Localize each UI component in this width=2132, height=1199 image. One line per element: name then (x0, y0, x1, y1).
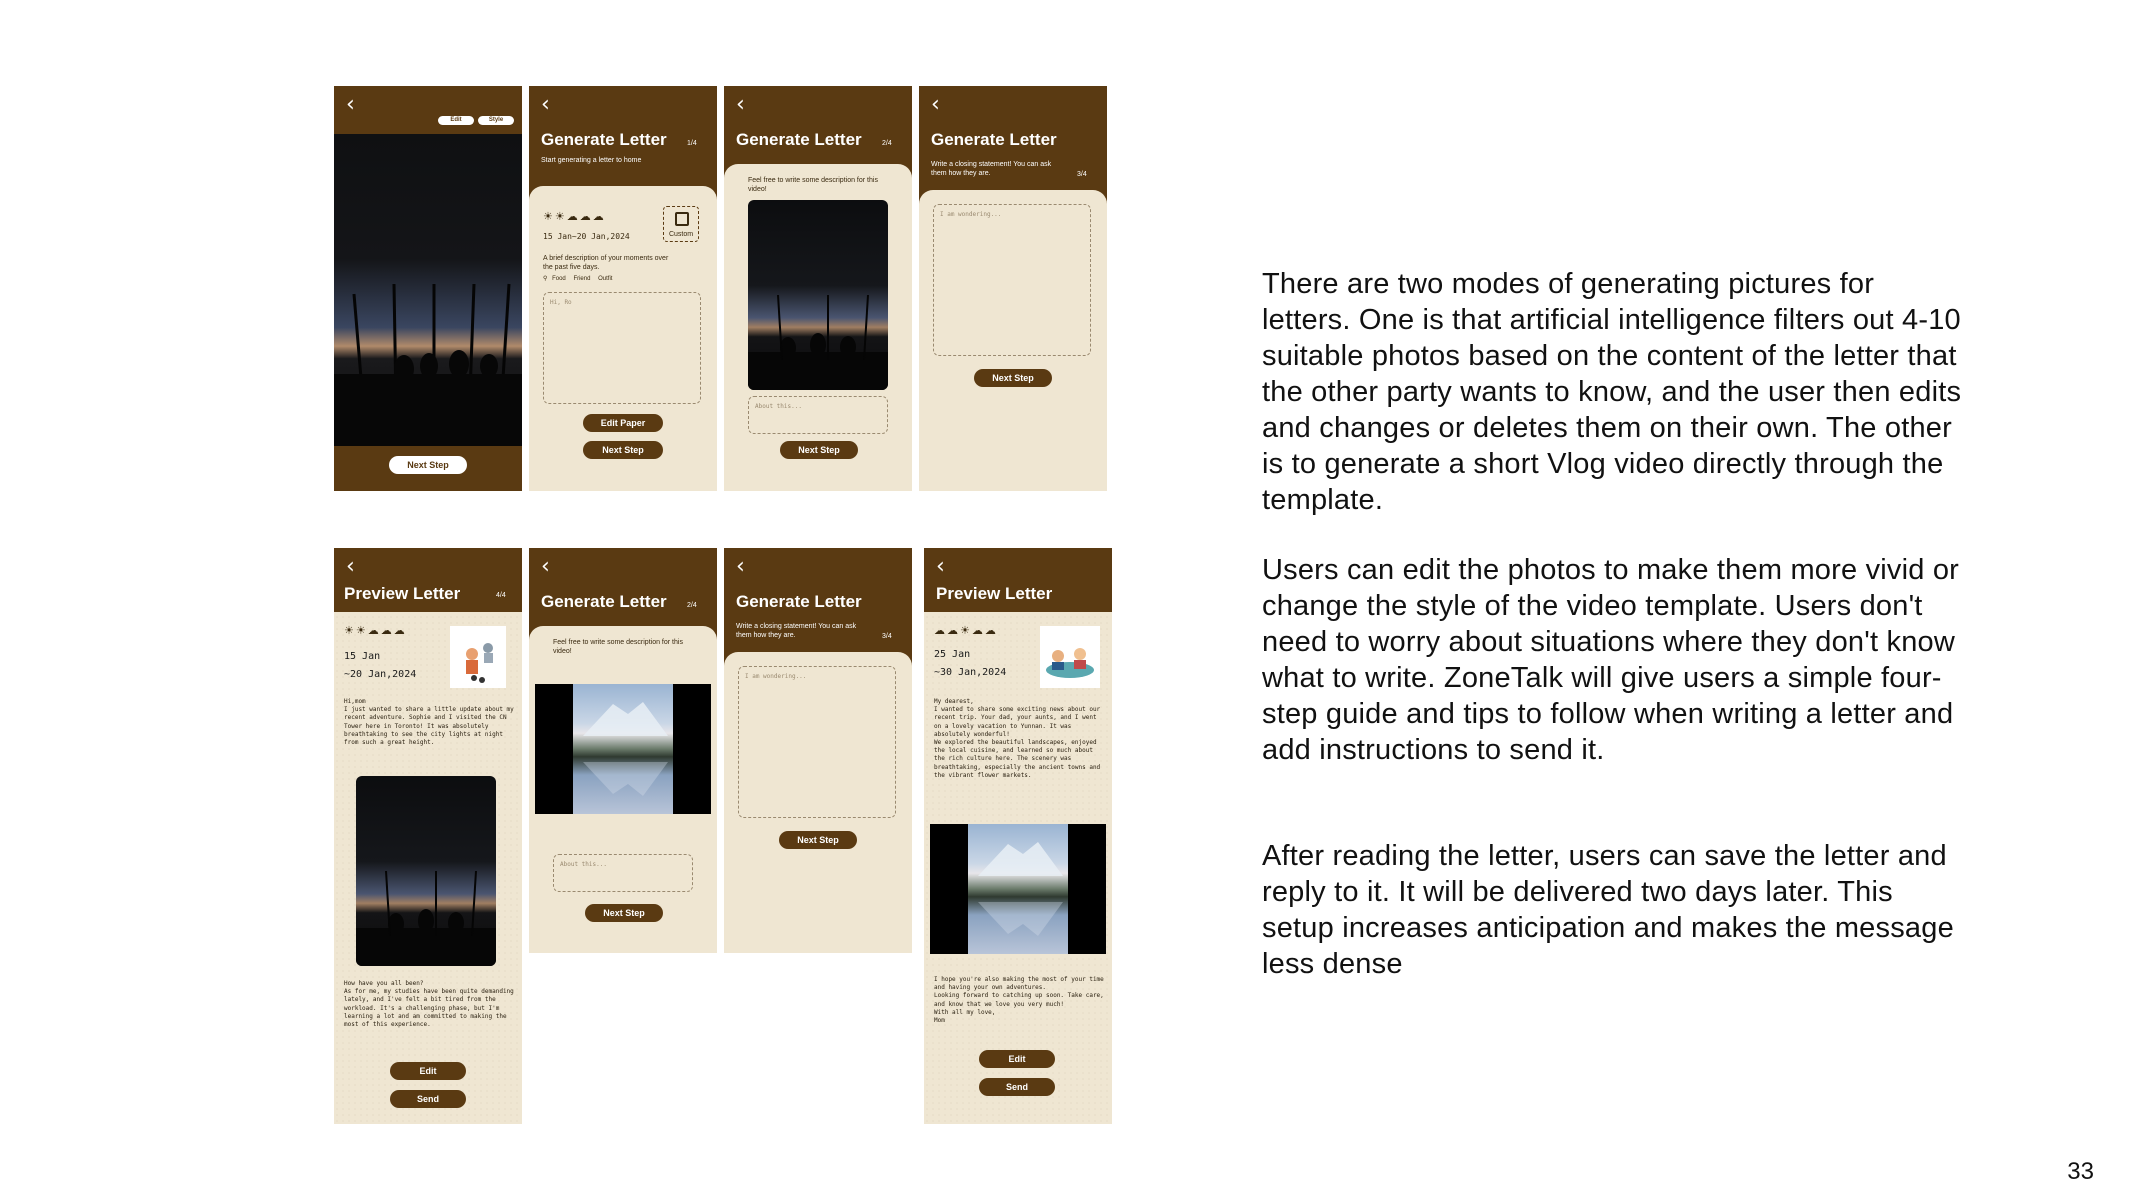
letter-paragraph-1: Hi,mom I just wanted to share a little update about my recent adventure. Sophie and I visited the CN Tower here in Toronto! It was absolutely breathtaking to see the city lights at night from such a great height. (344, 698, 514, 747)
back-button[interactable]: ‹ (346, 554, 355, 579)
letter-photo (356, 776, 496, 966)
back-button[interactable]: ‹ (346, 92, 355, 117)
mountain (573, 684, 673, 814)
edit-paper-button[interactable]: Edit Paper (583, 414, 663, 432)
back-button[interactable]: ‹ (931, 92, 940, 117)
characters-sticker (1040, 626, 1100, 688)
next-step-button[interactable]: Next Step (389, 456, 467, 474)
tag-list (543, 275, 612, 284)
closing-input[interactable] (738, 666, 896, 818)
photo-tower-view (334, 134, 522, 446)
subtitle: Start generating a letter to home (541, 157, 642, 164)
custom-icon (675, 212, 689, 226)
next-step-button[interactable]: Next Step (779, 831, 857, 849)
input-placeholder: I am wondering... (745, 673, 807, 680)
custom-button[interactable] (663, 206, 699, 242)
tag-friend[interactable]: Friend (573, 276, 591, 282)
screen-generate-step3-b (724, 548, 912, 953)
input-placeholder: Hi, Ro (550, 299, 572, 306)
step-counter: 3/4 (1077, 171, 1087, 178)
step-counter: 2/4 (882, 140, 892, 147)
description-hint: Feel free to write some description for this video! (553, 639, 683, 655)
page-title: Generate Letter (931, 130, 1057, 149)
date-range: 15 Jan~20 Jan,2024 (543, 232, 630, 241)
page-title: Generate Letter (736, 592, 862, 611)
screen-generate-step1 (529, 86, 717, 491)
back-button[interactable]: ‹ (541, 92, 550, 117)
sticker-illustration (1040, 626, 1100, 688)
subtitle: Write a closing statement! You can ask them how they are. (736, 623, 857, 639)
date-end: ~20 Jan,2024 (344, 669, 417, 680)
page-title: Generate Letter (541, 130, 667, 149)
page-title: Generate Letter (736, 130, 862, 149)
next-step-button[interactable]: Next Step (974, 369, 1052, 387)
edit-button[interactable]: Edit (979, 1050, 1055, 1068)
date-start: 25 Jan (934, 649, 971, 660)
edit-button[interactable]: Edit (390, 1062, 466, 1080)
video-description-input[interactable] (553, 854, 693, 892)
description-hint: A brief description of your moments over the past five days. (543, 255, 669, 271)
send-button[interactable]: Send (390, 1090, 466, 1108)
edit-button[interactable]: Edit (438, 116, 474, 125)
letter-paragraph-2: I hope you're also making the most of your time and having your own adventures. Looking forward to catching up soon. Take care, and know that we love you very much! With all my love, Mom (934, 976, 1104, 1025)
send-button[interactable]: Send (979, 1078, 1055, 1096)
lake-photo (968, 824, 1068, 954)
video-description-input[interactable] (748, 396, 888, 434)
custom-label: Custom (668, 231, 694, 238)
screen-preview-letter-1 (334, 548, 522, 1124)
video-preview (748, 200, 888, 390)
page-title: Preview Letter (344, 584, 461, 603)
letter-paragraph-2: How have you all been? As for me, my studies have been quite demanding lately, and I've felt a bit tired from the workload. It's a challenging phase, but I'm learning a lot and am committed to making the most of this experience. (344, 980, 514, 1029)
location-pin-icon: ⚲ (543, 276, 548, 282)
tag-food[interactable]: Food (552, 276, 566, 282)
step-counter: 2/4 (687, 602, 697, 609)
letter-paragraph-1: My dearest, I wanted to share some exciting news about our recent trip. Your dad, your aunts, and I went on a lovely vacation to Yunnan. It was absolutely wonderful! We explored the beautiful landscapes, enjoyed the local cuisine, and learned so much about the rich culture here. The scenery was breathtaking, especially the ancient towns and the vibrant flower markets. (934, 698, 1101, 779)
step-counter: 4/4 (496, 592, 506, 599)
mountain (968, 824, 1068, 954)
video-preview (535, 684, 711, 814)
style-button[interactable]: Style (478, 116, 514, 125)
next-step-button[interactable]: Next Step (585, 904, 663, 922)
weather-icons: ☀☀☁☁☁ (543, 210, 606, 223)
screen-preview-letter-2 (924, 548, 1112, 1124)
closing-input[interactable] (933, 204, 1091, 356)
description-paragraph-2: Users can edit the photos to make them more vivid or change the style of the video template. Users don't need to worry about situations where they don't know what to write. ZoneTalk will give users a simple four-step guide and tips to follow when writing a letter and add instructions to send it. (1262, 554, 1960, 766)
subtitle: Write a closing statement! You can ask them how they are. (931, 161, 1052, 177)
input-placeholder: I am wondering... (940, 211, 1002, 218)
back-button[interactable]: ‹ (736, 92, 745, 117)
weather-icons: ☀☀☁☁☁ (344, 624, 407, 637)
back-button[interactable]: ‹ (936, 554, 945, 579)
tag-outfit[interactable]: Outfit (598, 276, 613, 282)
silhouette (748, 200, 888, 390)
step-counter: 1/4 (687, 140, 697, 147)
screen-generate-step2 (724, 86, 912, 491)
letter-input[interactable] (543, 292, 701, 404)
screen-photo-edit (334, 86, 522, 491)
page-title: Generate Letter (541, 592, 667, 611)
window-frame-silhouette (334, 134, 522, 446)
lake-photo (573, 684, 673, 814)
date-start: 15 Jan (344, 651, 381, 662)
weather-icons: ☁☁☀☁☁ (934, 624, 998, 637)
silhouette (356, 776, 496, 966)
page-number: 33 (2067, 1158, 2094, 1185)
back-button[interactable]: ‹ (736, 554, 745, 579)
characters-sticker (450, 626, 506, 688)
description-paragraph-1: There are two modes of generating pictures for letters. One is that artificial intelligence filters out 4-10 suitable photos based on the content of the letter that the other party wants to know, and the user then edits and changes or deletes them on their own. The other is to generate a short Vlog video directly through the template. (1262, 268, 1962, 516)
sticker-illustration (450, 626, 506, 688)
date-end: ~30 Jan,2024 (934, 667, 1007, 678)
next-step-button[interactable]: Next Step (780, 441, 858, 459)
step-counter: 3/4 (882, 633, 892, 640)
input-placeholder: About this... (755, 403, 802, 410)
screen-generate-step2-lake (529, 548, 717, 953)
input-placeholder: About this... (560, 861, 607, 868)
page-title: Preview Letter (936, 584, 1053, 603)
screen-generate-step3 (919, 86, 1107, 491)
letter-video (930, 824, 1106, 954)
next-step-button[interactable]: Next Step (583, 441, 663, 459)
back-button[interactable]: ‹ (541, 554, 550, 579)
description-paragraph-3: After reading the letter, users can save the letter and reply to it. It will be delivered two days later. This setup increases anticipation and makes the message less dense (1262, 840, 1954, 980)
description-hint: Feel free to write some description for this video! (748, 177, 878, 193)
